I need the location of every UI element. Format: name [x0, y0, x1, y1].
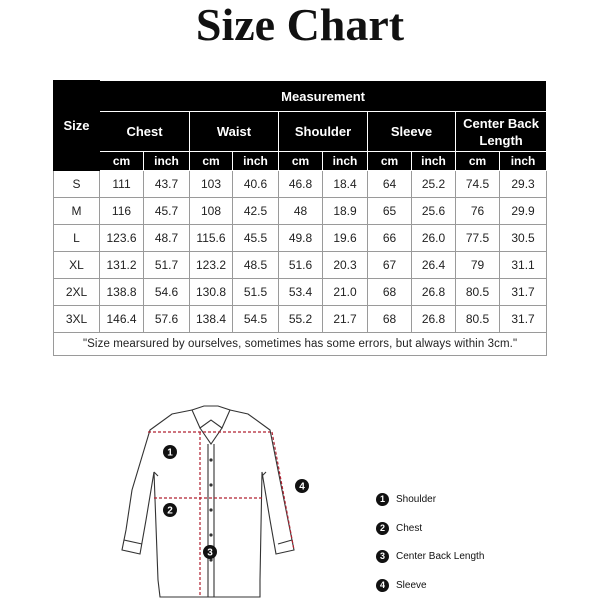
table-cell: 31.7 — [500, 306, 547, 333]
legend-item-sleeve — [376, 577, 427, 593]
size-cell: M — [54, 198, 100, 225]
table-row — [54, 225, 547, 252]
table-cell: 18.9 — [323, 198, 368, 225]
table-cell: 21.0 — [323, 279, 368, 306]
table-cell: 25.6 — [412, 198, 456, 225]
table-cell: 42.5 — [233, 198, 279, 225]
table-cell: 68 — [368, 306, 412, 333]
table-cell: 116 — [100, 198, 144, 225]
table-cell: 103 — [190, 171, 233, 198]
table-row — [54, 171, 547, 198]
table-cell: 66 — [368, 225, 412, 252]
legend-label: Sleeve — [396, 579, 427, 591]
table-cell: 77.5 — [456, 225, 500, 252]
legend-item-center-back-length — [376, 548, 484, 564]
marker-3-label: 3 — [207, 547, 213, 559]
table-cell: 55.2 — [279, 306, 323, 333]
table-cell: 26.4 — [412, 252, 456, 279]
table-cell: 80.5 — [456, 306, 500, 333]
unit-header: inch — [412, 152, 456, 171]
table-cell: 25.2 — [412, 171, 456, 198]
size-cell: L — [54, 225, 100, 252]
table-cell: 40.6 — [233, 171, 279, 198]
table-cell: 49.8 — [279, 225, 323, 252]
legend-item-chest — [376, 520, 422, 536]
marker-1-label: 1 — [167, 447, 173, 459]
group-header-center-back-length: Center Back Length — [456, 112, 547, 152]
table-cell: 19.6 — [323, 225, 368, 252]
table-cell: 123.6 — [100, 225, 144, 252]
table-cell: 20.3 — [323, 252, 368, 279]
unit-header: inch — [144, 152, 190, 171]
group-header-shoulder: Shoulder — [279, 112, 368, 152]
legend-label: Chest — [396, 522, 423, 534]
unit-header: cm — [368, 152, 412, 171]
table-row — [54, 198, 547, 225]
table-cell: 29.3 — [500, 171, 547, 198]
sleeve-line — [272, 432, 294, 550]
unit-header: cm — [100, 152, 144, 171]
table-row — [54, 279, 547, 306]
table-cell: 30.5 — [500, 225, 547, 252]
unit-header: inch — [500, 152, 547, 171]
table-cell: 138.4 — [190, 306, 233, 333]
group-header-waist: Waist — [190, 112, 279, 152]
table-cell: 108 — [190, 198, 233, 225]
table-cell: 26.8 — [412, 306, 456, 333]
size-cell: 3XL — [54, 306, 100, 333]
table-cell: 67 — [368, 252, 412, 279]
table-cell: 21.7 — [323, 306, 368, 333]
table-cell: 26.0 — [412, 225, 456, 252]
measurement-header: Measurement — [100, 81, 547, 112]
table-cell: 45.7 — [144, 198, 190, 225]
marker-2-label: 2 — [167, 505, 173, 517]
table-cell: 146.4 — [100, 306, 144, 333]
table-cell: 79 — [456, 252, 500, 279]
table-cell: 131.2 — [100, 252, 144, 279]
table-cell: 76 — [456, 198, 500, 225]
marker-4-label: 4 — [299, 481, 305, 493]
legend-number-icon: 3 — [376, 550, 389, 563]
legend-number-icon: 1 — [376, 493, 389, 506]
unit-header: cm — [279, 152, 323, 171]
legend-number-icon: 4 — [376, 579, 389, 592]
table-cell: 80.5 — [456, 279, 500, 306]
table-cell: 123.2 — [190, 252, 233, 279]
table-cell: 31.1 — [500, 252, 547, 279]
table-cell: 57.6 — [144, 306, 190, 333]
size-cell: 2XL — [54, 279, 100, 306]
table-cell: 65 — [368, 198, 412, 225]
table-cell: 115.6 — [190, 225, 233, 252]
table-cell: 31.7 — [500, 279, 547, 306]
table-cell: 68 — [368, 279, 412, 306]
group-header-chest: Chest — [100, 112, 190, 152]
table-cell: 111 — [100, 171, 144, 198]
table-cell: 51.5 — [233, 279, 279, 306]
table-cell: 54.5 — [233, 306, 279, 333]
table-cell: 74.5 — [456, 171, 500, 198]
unit-header: cm — [456, 152, 500, 171]
table-cell: 51.7 — [144, 252, 190, 279]
table-cell: 48 — [279, 198, 323, 225]
unit-header: inch — [233, 152, 279, 171]
table-cell: 26.8 — [412, 279, 456, 306]
table-cell: 138.8 — [100, 279, 144, 306]
size-cell: S — [54, 171, 100, 198]
legend-label: Shoulder — [396, 493, 437, 505]
size-chart-table — [53, 80, 547, 356]
table-cell: 51.6 — [279, 252, 323, 279]
table-cell: 18.4 — [323, 171, 368, 198]
legend-label: Center Back Length — [396, 550, 485, 562]
page-title: Size Chart — [195, 0, 405, 50]
size-header: Size — [54, 81, 100, 171]
size-cell: XL — [54, 252, 100, 279]
table-row — [54, 252, 547, 279]
unit-header: inch — [323, 152, 368, 171]
table-cell: 45.5 — [233, 225, 279, 252]
unit-header: cm — [190, 152, 233, 171]
legend-item-shoulder — [376, 491, 436, 507]
table-row — [54, 306, 547, 333]
shirt-diagram — [110, 400, 360, 600]
table-cell: 48.7 — [144, 225, 190, 252]
table-cell: 29.9 — [500, 198, 547, 225]
table-cell: 43.7 — [144, 171, 190, 198]
table-cell: 53.4 — [279, 279, 323, 306]
table-cell: 54.6 — [144, 279, 190, 306]
legend-number-icon: 2 — [376, 522, 389, 535]
shirt-outline — [122, 406, 294, 597]
table-cell: 48.5 — [233, 252, 279, 279]
table-cell: 130.8 — [190, 279, 233, 306]
group-header-sleeve: Sleeve — [368, 112, 456, 152]
table-cell: 46.8 — [279, 171, 323, 198]
measurement-note: "Size mearsured by ourselves, sometimes has some errors, but always within 3cm." — [54, 333, 547, 356]
table-cell: 64 — [368, 171, 412, 198]
